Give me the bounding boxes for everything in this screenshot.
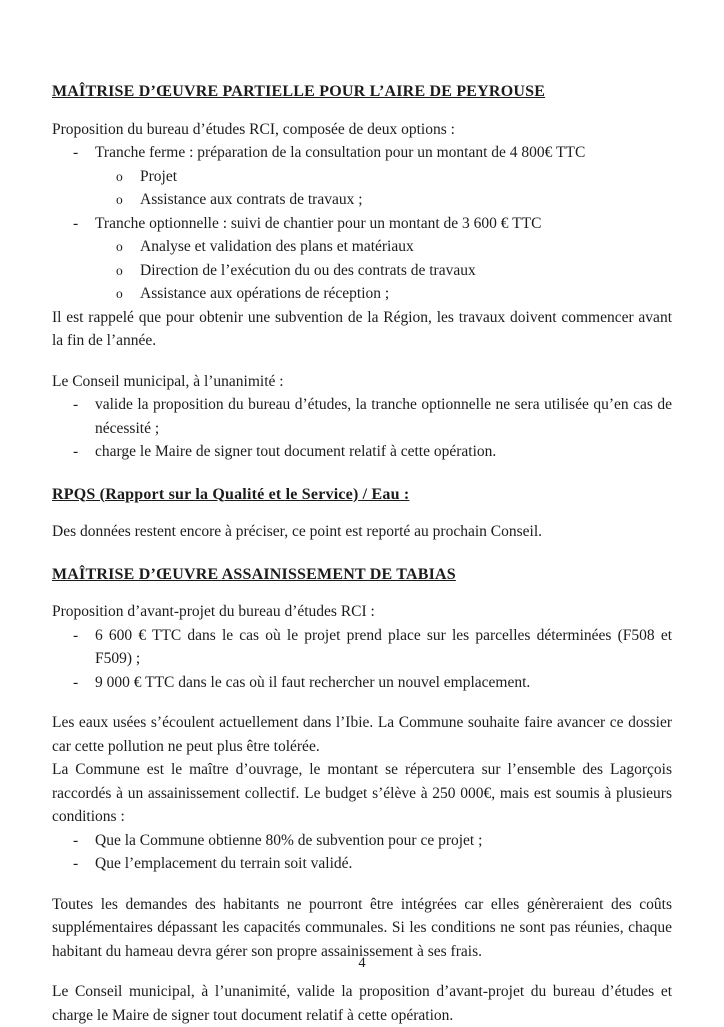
paragraph-spacer: [52, 876, 672, 893]
sub-list-item: [52, 235, 672, 259]
bullet-list: [52, 141, 672, 306]
sub-list-item-text: Projet: [140, 167, 178, 185]
dash-bullet: -: [73, 673, 79, 691]
sub-list-item-text: Direction de l’exécution du ou des contrats de travaux: [140, 261, 476, 279]
bullet-list: [52, 624, 672, 695]
paragraph: Le Conseil municipal, à l’unanimité, valide la proposition d’avant-projet du bureau d’études et charge le Maire de signer tout document relatif à cette opération.: [52, 983, 672, 1024]
circle-bullet: o: [116, 168, 123, 184]
paragraph: Toutes les demandes des habitants ne pourront être intégrées car elles génèreraient des coûts supplémentaires dépassant les capacités communales. Si les conditions ne sont pas réunies, chaque habitant du hameau devra gérer son propre assainissement à ses frais.: [52, 895, 672, 960]
paragraph: Il est rappelé que pour obtenir une subvention de la Région, les travaux doivent commencer avant la fin de l’année.: [52, 308, 672, 349]
list-item: [52, 440, 672, 464]
list-item: [52, 829, 672, 853]
list-item-text: Tranche optionnelle : suivi de chantier pour un montant de 3 600 € TTC: [95, 214, 542, 232]
list-item: [52, 212, 672, 236]
list-item-text: 6 600 € TTC dans le cas où le projet prend place sur les parcelles déterminées (F508 et F509) ;: [95, 626, 672, 667]
dash-bullet: -: [73, 855, 79, 872]
sub-list-item: [52, 282, 672, 306]
section-heading: RPQS (Rapport sur la Qualité et le Service) / Eau :: [52, 485, 410, 503]
dash-bullet: -: [73, 144, 79, 161]
paragraph-spacer: [52, 694, 672, 711]
section-heading: MAÎTRISE D’ŒUVRE PARTIELLE POUR L’AIRE DE PEYROUSE: [52, 83, 546, 100]
dash-bullet: -: [73, 443, 79, 460]
sub-list-item-text: Assistance aux contrats de travaux ;: [140, 191, 363, 208]
paragraph: Les eaux usées s’écoulent actuellement dans l’Ibie. La Commune souhaite faire avancer ce dossier car cette pollution ne peut plus être tolérée.: [52, 714, 672, 755]
list-item: [52, 141, 672, 165]
list-item: [52, 671, 672, 695]
list-item-text: charge le Maire de signer tout document relatif à cette opération.: [95, 443, 497, 460]
paragraph: Proposition d’avant-projet du bureau d’études RCI :: [52, 603, 375, 620]
dash-bullet: -: [73, 626, 79, 644]
sub-list-item: [52, 165, 672, 189]
paragraph: La Commune est le maître d’ouvrage, le montant se répercutera sur l’ensemble des Lagorçois raccordés à un assainissement collectif. Le budget s’élève à 250 000€, mais est soumis à plusieurs conditions :: [52, 761, 672, 825]
bullet-list: [52, 829, 672, 876]
sub-list-item-text: Assistance aux opérations de réception ;: [140, 285, 390, 302]
circle-bullet: o: [116, 262, 123, 278]
list-item-text: Tranche ferme : préparation de la consultation pour un montant de 4 800€ TTC: [95, 144, 586, 161]
page-number: 4: [358, 955, 366, 971]
sub-list-item-text: Analyse et validation des plans et matériaux: [140, 238, 414, 255]
sub-list-item: [52, 188, 672, 212]
paragraph: Le Conseil municipal, à l’unanimité :: [52, 372, 284, 390]
circle-bullet: o: [116, 239, 123, 254]
list-item-text: valide la proposition du bureau d’études, la tranche optionnelle ne sera utilisée qu’en cas de nécessité ;: [95, 396, 672, 437]
dash-bullet: -: [73, 214, 79, 232]
list-item: [52, 852, 672, 876]
list-item-text: Que l’emplacement du terrain soit validé.: [95, 855, 353, 872]
dash-bullet: -: [73, 831, 79, 849]
circle-bullet: o: [116, 192, 123, 207]
bullet-list: [52, 393, 672, 464]
list-item: [52, 624, 672, 671]
sub-list-item: [52, 259, 672, 283]
paragraph: Proposition du bureau d’études RCI, composée de deux options :: [52, 120, 455, 138]
circle-bullet: o: [116, 286, 123, 301]
list-item: [52, 393, 672, 440]
dash-bullet: -: [73, 396, 79, 413]
list-item-text: Que la Commune obtienne 80% de subvention pour ce projet ;: [95, 831, 483, 849]
paragraph: Des données restent encore à préciser, ce point est reporté au prochain Conseil.: [52, 523, 543, 540]
section-heading: MAÎTRISE D’ŒUVRE ASSAINISSEMENT DE TABIAS: [52, 565, 456, 583]
list-item-text: 9 000 € TTC dans le cas où il faut rechercher un nouvel emplacement.: [95, 673, 531, 691]
paragraph-spacer: [52, 353, 672, 370]
